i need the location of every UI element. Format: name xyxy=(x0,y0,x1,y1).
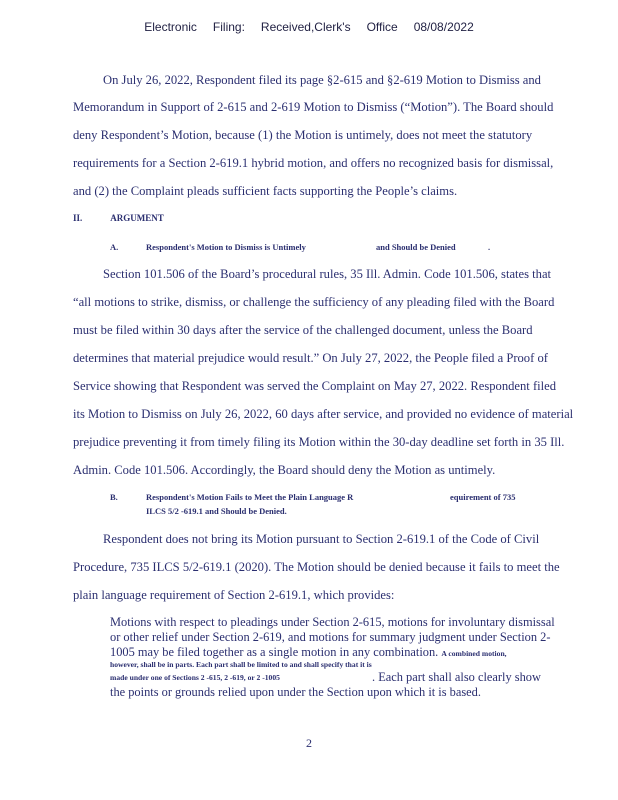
section-a-line-6: its Motion to Dismiss on July 26, 2022, 60 days after service, and provided no evidence of material xyxy=(73,407,574,421)
section-b-line-2: Procedure, 735 ILCS 5/2-619.1 (2020). The Motion should be denied because it fails to meet the xyxy=(73,560,560,574)
section-a-line-8: Admin. Code 101.506. Accordingly, the Board should deny the Motion as untimely. xyxy=(73,463,496,477)
header-filing: Filing: xyxy=(212,20,245,34)
intro-line-5: and (2) the Complaint pleads sufficient facts supporting the People’s claims. xyxy=(73,184,458,198)
sub-b-title-line2: ILCS 5/2 -619.1 and Should be Denied. xyxy=(146,506,287,516)
quote-line-3-small: A combined motion, xyxy=(441,649,507,658)
intro-line-3: deny Respondent’s Motion, because (1) the Motion is untimely, does not meet the statutory xyxy=(73,128,533,142)
sub-a-title-part1: Respondent's Motion to Dismiss is Untimely xyxy=(146,242,306,252)
quote-line-3-text: 1005 may be filed together as a single motion in any combination. xyxy=(110,645,439,659)
quote-line-3 xyxy=(110,645,507,661)
section-ii-number: II. xyxy=(73,213,83,223)
header-office: Office xyxy=(366,20,398,34)
header-date: 08/08/2022 xyxy=(413,20,474,34)
header-received: Received,Clerk's xyxy=(260,20,351,34)
sub-a-letter: A. xyxy=(110,242,119,252)
sub-a-title-part2: and Should be Denied xyxy=(376,242,456,252)
sub-b-title-part1: Respondent's Motion Fails to Meet the Plain Language R xyxy=(146,492,354,502)
page-number: 2 xyxy=(306,736,312,750)
section-a-line-5: Service showing that Respondent was served the Complaint on May 27, 2022. Respondent filed xyxy=(73,379,557,393)
header-electronic: Electronic xyxy=(144,20,197,34)
filing-header xyxy=(0,20,618,34)
intro-line-4: requirements for a Section 2-619.1 hybrid motion, and offers no recognized basis for dismissal, xyxy=(73,156,554,170)
quote-line-5-tail: . Each part shall also clearly show xyxy=(372,670,541,684)
sub-a-title-end: . xyxy=(488,242,491,252)
sub-b-title-part2: equirement of 735 xyxy=(450,492,516,502)
section-a-line-1: Section 101.506 of the Board’s procedural rules, 35 Ill. Admin. Code 101.506, states that xyxy=(103,267,552,281)
section-ii-title: ARGUMENT xyxy=(110,213,164,223)
quote-small-line-2: made under one of Sections 2 -615, 2 -619, or 2 -1005 xyxy=(110,673,280,682)
section-a-line-4: determines that material prejudice would result.” On July 27, 2022, the People filed a Proof of xyxy=(73,351,548,365)
quote-line-1: Motions with respect to pleadings under Section 2-615, motions for involuntary dismissal xyxy=(110,615,555,629)
quote-line-2: or other relief under Section 2-619, and motions for summary judgment under Section 2- xyxy=(110,630,551,644)
quote-small-line-1: however, shall be in parts. Each part shall be limited to and shall specify that it is xyxy=(110,660,372,669)
section-b-line-3: plain language requirement of Section 2-619.1, which provides: xyxy=(73,588,395,602)
sub-b-letter: B. xyxy=(110,492,118,502)
intro-line-1: On July 26, 2022, Respondent filed its page §2-615 and §2-619 Motion to Dismiss and xyxy=(103,73,541,87)
section-a-line-7: prejudice preventing it from timely filing its Motion within the 30-day deadline set forth in 35 Ill. xyxy=(73,435,565,449)
section-b-line-1: Respondent does not bring its Motion pursuant to Section 2-619.1 of the Code of Civil xyxy=(103,532,540,546)
section-a-line-3: must be filed within 30 days after the service of the challenged document, unless the Board xyxy=(73,323,533,337)
intro-line-2: Memorandum in Support of 2-615 and 2-619 Motion to Dismiss (“Motion”). The Board should xyxy=(73,100,554,114)
section-ii-heading xyxy=(73,213,164,223)
section-a-line-2: “all motions to strike, dismiss, or challenge the sufficiency of any pleading filed with the Board xyxy=(73,295,555,309)
quote-line-6: the points or grounds relied upon under the Section upon which it is based. xyxy=(110,685,481,699)
